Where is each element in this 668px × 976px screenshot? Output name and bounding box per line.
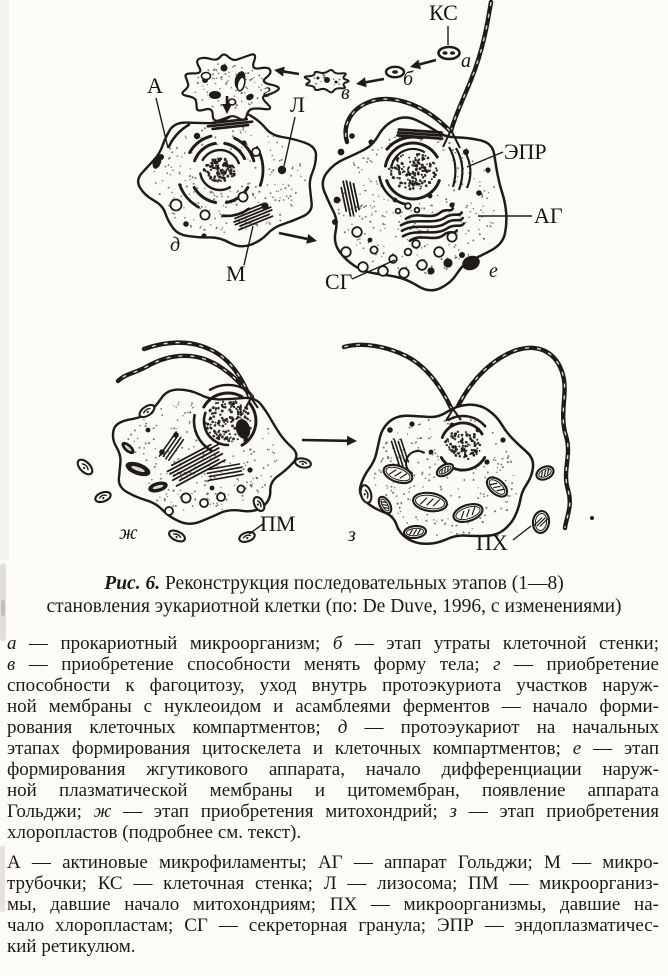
caption-title: Реконструкция последовательных этапов (1—8) <box>160 573 564 594</box>
figure-caption <box>10 572 658 618</box>
label-lysosome: Л <box>290 92 305 117</box>
label-golgi: АГ <box>534 203 563 228</box>
label-cell-wall: КС <box>429 0 458 25</box>
stage-letter-g: г <box>263 80 271 102</box>
abbreviation-legend-paragraph: А — актиновые микрофиламенты; АГ — аппарат Гольджи; М — микро- трубочки; КС — клеточная стенка; Л — лизосома; ПМ — микроорганиз- мы, давшие начало митохондриям; ПХ — микроорганизмы, давшие на- чало хлоропластам; СГ — секреторная гранула; ЭПР — эндоплазматичес- кий ретикулюм. <box>7 852 659 957</box>
label-endoplasmic-reticulum: ЭПР <box>504 139 547 164</box>
stage-description-paragraph: а — прокариотный микроорганизм; б — этап утраты клеточной стенки; в — приобретение способности менять форму тела; г — приобретение способности к фагоцитозу, уход внутрь протоэкуриота участков наруж- ной мембраны с нуклеоидом и асамблеями ферментов — начало форми- рования клеточных компартментов; д — протоэукариот на начальных этапах формирования цитоскелета и клеточных компартментов; е — этап формирования жгутикового аппарата, начало дифференциации наруж- ной плазматической мембраны и цитомембран, появление аппарата Гольджи; ж — этап приобретения митохондрий; з — этап приобретения хлоропластов (подробнее см. текст). <box>7 633 659 843</box>
caption-line-1 <box>10 572 658 595</box>
scan-artifact <box>0 846 5 912</box>
label-proto-mitochondria: ПМ <box>260 511 296 536</box>
stage-letter-zh: ж <box>119 522 138 544</box>
label-secretory-granule: СГ <box>325 269 353 294</box>
stage-letter-a: а <box>461 50 471 72</box>
label-microtubules: М <box>226 261 246 286</box>
scan-artifact <box>1 600 5 616</box>
stage-letter-d: д <box>170 234 181 256</box>
figure-number: Рис. 6. <box>104 573 161 594</box>
stage-letter-v: в <box>341 82 350 104</box>
label-actin: А <box>147 73 163 98</box>
label-proto-chloroplasts: ПХ <box>476 530 508 555</box>
stage-letter-b: б <box>403 68 414 90</box>
stage-letter-e: е <box>489 260 498 282</box>
caption-line-2: становления эукариотной клетки (по: De Duve, 1996, с изменениями) <box>46 596 622 617</box>
stage-letter-z: з <box>348 524 356 546</box>
